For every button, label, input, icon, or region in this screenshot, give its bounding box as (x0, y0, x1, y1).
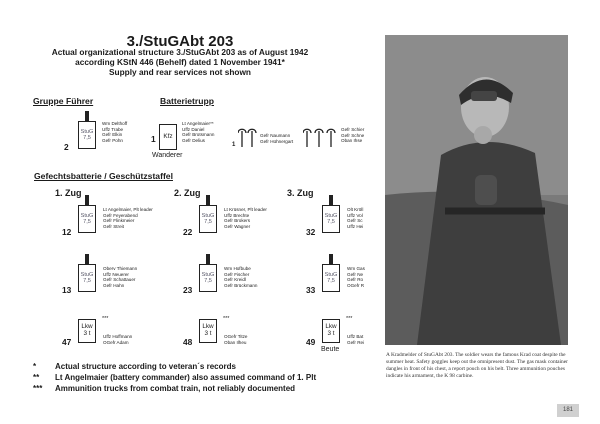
crew-list: Lt Angelmaier** Uffz Daniel Gefr Brotsmann Gefr Delius (182, 121, 215, 143)
truck-sublabel: Beute (321, 346, 340, 353)
crew-list: OGefr Titze Oban Ilheu (224, 334, 248, 345)
crew-list: Olt Kröll Uffz Vol Gefr Sc Uffz Hei (347, 207, 364, 229)
vehicle-number: 13 (62, 285, 72, 295)
vehicle-number: 32 (306, 227, 316, 237)
stug-vehicle-icon: StuG 7,5 (322, 205, 340, 233)
lkw-truck-icon: Lkw 3 t (199, 319, 217, 343)
page-number: 181 (557, 404, 579, 417)
crew-list: Oberv Thiemann Uffz Neuerer Gefr Schattauer Gefr Hahn (103, 266, 138, 288)
truck-footnote-mark: *** (223, 316, 230, 322)
stug-vehicle-icon: StuG 7,5 (322, 264, 340, 292)
stug-vehicle-icon: StuG 7,5 (199, 205, 217, 233)
vehicle-number: 1 (232, 142, 236, 148)
lkw-truck-icon: Lkw 3 t (322, 319, 340, 343)
stug-vehicle-icon: StuG 7,5 (78, 264, 96, 292)
subtitle-line: Actual organizational structure 3./StuGAbt 203 as of August 1942 (51, 47, 309, 57)
vehicle-number: 49 (306, 337, 316, 347)
crew-list: Gefr Schier Gefr Schne Oban Ihse (341, 127, 365, 144)
footnote: ** Lt Angelmaier (battery commander) also assumed command of 1. Plt (33, 373, 317, 382)
crew-list: Wm Gas Gefr Ne Gefr Ro OGefr R (347, 266, 365, 288)
footnote: * Actual structure according to veteran´s records (33, 362, 236, 371)
truck-footnote-mark: *** (102, 316, 109, 322)
crew-list: Uffz Hoffmann OGefr Adam (103, 334, 133, 345)
crew-list: Wm Delthoff Uffz Trabe Gefr Elkin Gefr Pohn (102, 121, 128, 143)
truck-footnote-mark: *** (346, 316, 353, 322)
vehicle-number: 22 (183, 227, 193, 237)
vehicle-number: 48 (183, 337, 193, 347)
gruppe-fuehrer-heading: Gruppe Führer (33, 96, 94, 106)
vehicle-number: 33 (306, 285, 316, 295)
footnote: *** Ammunition trucks from combat train, not reliably documented (33, 384, 296, 393)
platoon-heading: 1. Zug (55, 188, 82, 198)
vehicle-number: 2 (64, 142, 69, 152)
platoon-heading: 3. Zug (287, 188, 314, 198)
kfz-sublabel: Wanderer (152, 152, 183, 159)
page-title: 3./StuGAbt 203 (126, 33, 234, 50)
crew-list: Lt Angelmaier, Plt leader Gefr Feyerabend Gefr Flinkmeier Gefr Streit (103, 207, 153, 229)
crew-list: Lt Krüsner, Plt leader Uffz Brechte Gefr Brokers Gefr Wagner (224, 207, 267, 229)
vehicle-number: 23 (183, 285, 193, 295)
kfz-vehicle-icon: Kfz (159, 124, 177, 150)
vehicle-number: 47 (62, 337, 72, 347)
batterietrupp-heading: Batterietrupp (160, 96, 214, 106)
crew-list: Gefr Naumann Gefr Hühnergart (260, 133, 294, 144)
vehicle-number: 12 (62, 227, 72, 237)
vehicle-number: 1 (151, 134, 156, 144)
crew-list: Uffz Bat Gefr Rei (347, 334, 365, 345)
stug-vehicle-icon: StuG 7,5 (78, 121, 96, 149)
motorcycle-icon (303, 127, 339, 149)
lkw-truck-icon: Lkw 3 t (78, 319, 96, 343)
stug-vehicle-icon: StuG 7,5 (78, 205, 96, 233)
stug-vehicle-icon: StuG 7,5 (199, 264, 217, 292)
platoon-heading: 2. Zug (174, 188, 201, 198)
subtitle-line: Supply and rear services not shown (108, 67, 251, 77)
battery-heading: Gefechtsbatterie / Geschützstaffel (34, 171, 173, 181)
soldier-photo (385, 35, 568, 345)
crew-list: Wm Hofbube Gefr Fischer Gefr Kreidl Gefr Brückmann (224, 266, 258, 288)
photo-caption: A Kradmelder of StuGAbt 203. The soldier wears the famous Krad coat despite the summer heat. Safety goggles keep out the omnipresent dust. The gas mask container dangles in front of his chest, a report pouch on his belt. Three ammunition pouches indicate his armament, the K 98 carbine. (386, 352, 568, 380)
subtitle-line: according KStN 446 (Behelf) dated 1 November 1941* (75, 57, 285, 67)
soldier-photo-illustration (385, 35, 568, 345)
motorcycle-icon (238, 127, 258, 149)
